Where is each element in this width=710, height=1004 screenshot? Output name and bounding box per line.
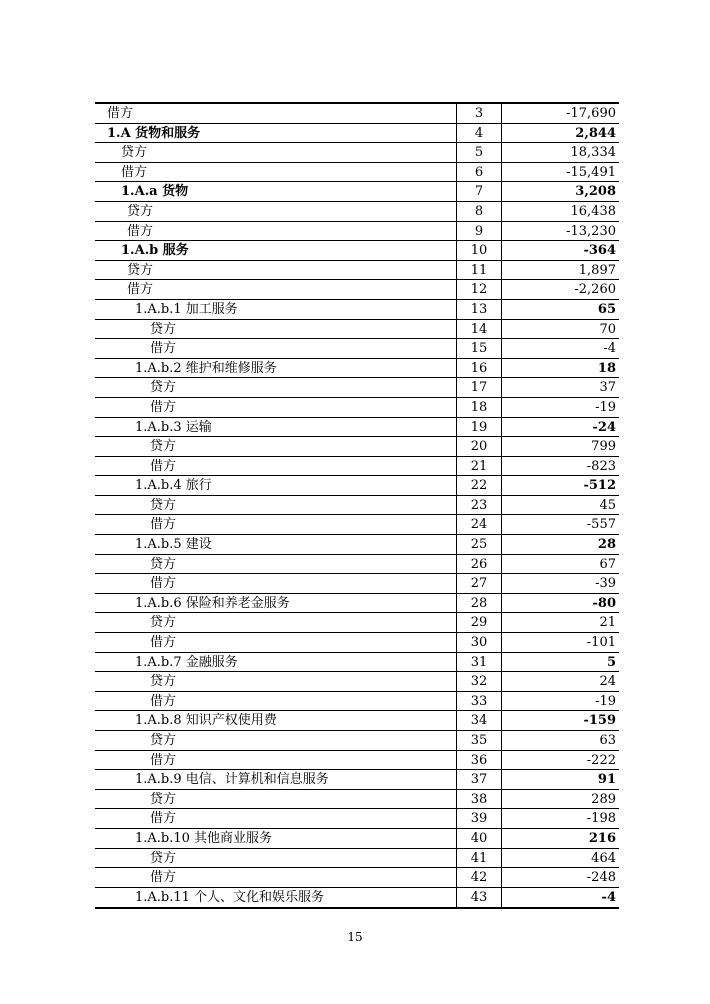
table-row <box>95 613 619 633</box>
row-label: 贷方 <box>95 437 457 456</box>
row-label: 1.A.b 服务 <box>95 241 457 260</box>
table-row <box>95 868 619 888</box>
row-number: 37 <box>457 770 502 789</box>
balance-table <box>95 102 619 909</box>
table-row <box>95 535 619 555</box>
row-label: 1.A.b.3 运输 <box>95 418 457 437</box>
row-value: 3,208 <box>575 184 616 200</box>
table-row <box>95 770 619 790</box>
row-number: 15 <box>457 339 502 358</box>
row-label: 1.A.b.5 建设 <box>95 535 457 554</box>
page-number: 15 <box>347 930 363 944</box>
table-row <box>95 300 619 320</box>
row-value: 63 <box>599 733 616 748</box>
row-value: -198 <box>586 811 616 827</box>
row-number: 33 <box>457 692 502 711</box>
row-label: 借方 <box>95 633 457 652</box>
row-label: 贷方 <box>95 320 457 339</box>
table-row <box>95 692 619 712</box>
row-label: 借方 <box>95 574 457 593</box>
table-row <box>95 222 619 242</box>
row-value: 16,438 <box>570 203 616 219</box>
row-number: 11 <box>457 261 502 280</box>
row-label: 借方 <box>95 868 457 887</box>
table-row <box>95 124 619 144</box>
row-value: 28 <box>597 537 616 553</box>
row-label: 贷方 <box>95 143 457 162</box>
row-number: 39 <box>457 809 502 828</box>
row-value: 5 <box>606 654 616 670</box>
table-row <box>95 320 619 340</box>
row-number: 36 <box>457 751 502 770</box>
table-row <box>95 378 619 398</box>
table-row <box>95 339 619 359</box>
row-number: 4 <box>457 124 502 143</box>
row-value: -557 <box>586 517 616 533</box>
row-value: -512 <box>583 478 616 494</box>
row-number: 43 <box>457 888 502 908</box>
row-number: 31 <box>457 653 502 672</box>
row-number: 18 <box>457 398 502 417</box>
table-row <box>95 496 619 516</box>
row-number: 26 <box>457 555 502 574</box>
row-value: -24 <box>592 419 616 435</box>
row-number: 42 <box>457 868 502 887</box>
row-label: 借方 <box>95 457 457 476</box>
row-value: 91 <box>597 772 616 788</box>
row-number: 20 <box>457 437 502 456</box>
row-value: 18 <box>597 360 616 376</box>
row-number: 19 <box>457 418 502 437</box>
row-number: 12 <box>457 280 502 299</box>
row-number: 16 <box>457 359 502 378</box>
row-number: 17 <box>457 378 502 397</box>
row-label: 贷方 <box>95 496 457 515</box>
row-value: -19 <box>595 399 616 415</box>
table-row <box>95 829 619 849</box>
table-row <box>95 476 619 496</box>
row-value: -2,260 <box>574 282 616 298</box>
row-number: 10 <box>457 241 502 260</box>
row-label: 借方 <box>95 163 457 182</box>
table-row <box>95 280 619 300</box>
row-number: 29 <box>457 613 502 632</box>
row-label: 借方 <box>95 515 457 534</box>
table-row <box>95 555 619 575</box>
row-value: -823 <box>586 458 616 474</box>
table-row <box>95 437 619 457</box>
row-number: 24 <box>457 515 502 534</box>
row-value: -364 <box>583 243 616 259</box>
table-row <box>95 202 619 222</box>
row-value: -101 <box>586 635 616 651</box>
row-value: 289 <box>591 791 616 807</box>
row-label: 1.A.b.1 加工服务 <box>95 300 457 319</box>
table-row <box>95 751 619 771</box>
row-value: -159 <box>583 713 616 729</box>
row-value: 37 <box>599 380 616 396</box>
row-value: -15,491 <box>566 164 616 180</box>
table-row <box>95 594 619 614</box>
table-row <box>95 888 619 908</box>
row-value: 216 <box>588 830 616 846</box>
row-label: 借方 <box>95 280 457 299</box>
row-value: -39 <box>595 576 616 592</box>
row-number: 21 <box>457 457 502 476</box>
row-number: 8 <box>457 202 502 221</box>
row-value: -248 <box>586 870 616 886</box>
row-label: 贷方 <box>95 202 457 221</box>
table-row <box>95 653 619 673</box>
row-number: 14 <box>457 320 502 339</box>
row-label: 1.A.b.9 电信、计算机和信息服务 <box>95 770 457 789</box>
row-number: 13 <box>457 300 502 319</box>
table-row <box>95 711 619 731</box>
row-value: 45 <box>599 497 616 513</box>
row-number: 25 <box>457 535 502 554</box>
row-label: 贷方 <box>95 261 457 280</box>
row-label: 1.A.a 货物 <box>95 182 457 201</box>
table-row <box>95 790 619 810</box>
row-label: 1.A.b.8 知识产权使用费 <box>95 711 457 730</box>
row-label: 借方 <box>95 104 457 123</box>
row-label: 1.A 货物和服务 <box>95 124 457 143</box>
row-number: 7 <box>457 182 502 201</box>
row-label: 贷方 <box>95 613 457 632</box>
table-row <box>95 398 619 418</box>
table-row <box>95 163 619 183</box>
table-row <box>95 241 619 261</box>
table-row <box>95 359 619 379</box>
row-value: 464 <box>591 850 616 866</box>
row-value: 65 <box>597 301 616 317</box>
row-label: 1.A.b.4 旅行 <box>95 476 457 495</box>
table-row <box>95 457 619 477</box>
row-value: -4 <box>603 341 616 357</box>
row-label: 贷方 <box>95 672 457 691</box>
row-number: 40 <box>457 829 502 848</box>
row-number: 5 <box>457 143 502 162</box>
row-value: 24 <box>599 674 616 690</box>
row-value: 67 <box>599 556 616 572</box>
row-value: -4 <box>601 889 616 905</box>
row-number: 22 <box>457 476 502 495</box>
row-label: 借方 <box>95 222 457 241</box>
row-number: 35 <box>457 731 502 750</box>
row-value: -13,230 <box>566 223 616 239</box>
table-row <box>95 104 619 124</box>
row-value: -19 <box>595 693 616 709</box>
row-label: 贷方 <box>95 555 457 574</box>
table-row <box>95 809 619 829</box>
row-number: 34 <box>457 711 502 730</box>
row-number: 30 <box>457 633 502 652</box>
table-row <box>95 731 619 751</box>
table-row <box>95 182 619 202</box>
table-row <box>95 418 619 438</box>
row-number: 28 <box>457 594 502 613</box>
row-label: 贷方 <box>95 849 457 868</box>
row-number: 27 <box>457 574 502 593</box>
table-row <box>95 515 619 535</box>
row-label: 1.A.b.2 维护和维修服务 <box>95 359 457 378</box>
row-value: 21 <box>599 615 616 631</box>
row-label: 借方 <box>95 751 457 770</box>
row-number: 23 <box>457 496 502 515</box>
row-label: 贷方 <box>95 731 457 750</box>
row-number: 3 <box>457 104 502 123</box>
row-value: 799 <box>591 439 616 455</box>
table-row <box>95 849 619 869</box>
row-label: 借方 <box>95 339 457 358</box>
row-label: 1.A.b.7 金融服务 <box>95 653 457 672</box>
row-number: 6 <box>457 163 502 182</box>
row-label: 贷方 <box>95 378 457 397</box>
row-value: 2,844 <box>575 125 616 141</box>
row-number: 38 <box>457 790 502 809</box>
row-label: 借方 <box>95 692 457 711</box>
table-row <box>95 633 619 653</box>
row-number: 41 <box>457 849 502 868</box>
row-label: 1.A.b.10 其他商业服务 <box>95 829 457 848</box>
row-value: 70 <box>599 321 616 337</box>
row-label: 1.A.b.11 个人、文化和娱乐服务 <box>95 888 457 908</box>
row-value: 1,897 <box>578 262 616 278</box>
row-label: 借方 <box>95 398 457 417</box>
table-row <box>95 672 619 692</box>
row-value: -222 <box>586 752 616 768</box>
table-row <box>95 143 619 163</box>
row-label: 借方 <box>95 809 457 828</box>
row-label: 1.A.b.6 保险和养老金服务 <box>95 594 457 613</box>
row-value: -80 <box>592 595 616 611</box>
row-number: 9 <box>457 222 502 241</box>
row-label: 贷方 <box>95 790 457 809</box>
table-row <box>95 261 619 281</box>
row-value: -17,690 <box>566 106 616 121</box>
table-row <box>95 574 619 594</box>
row-value: 18,334 <box>570 145 616 161</box>
row-number: 32 <box>457 672 502 691</box>
